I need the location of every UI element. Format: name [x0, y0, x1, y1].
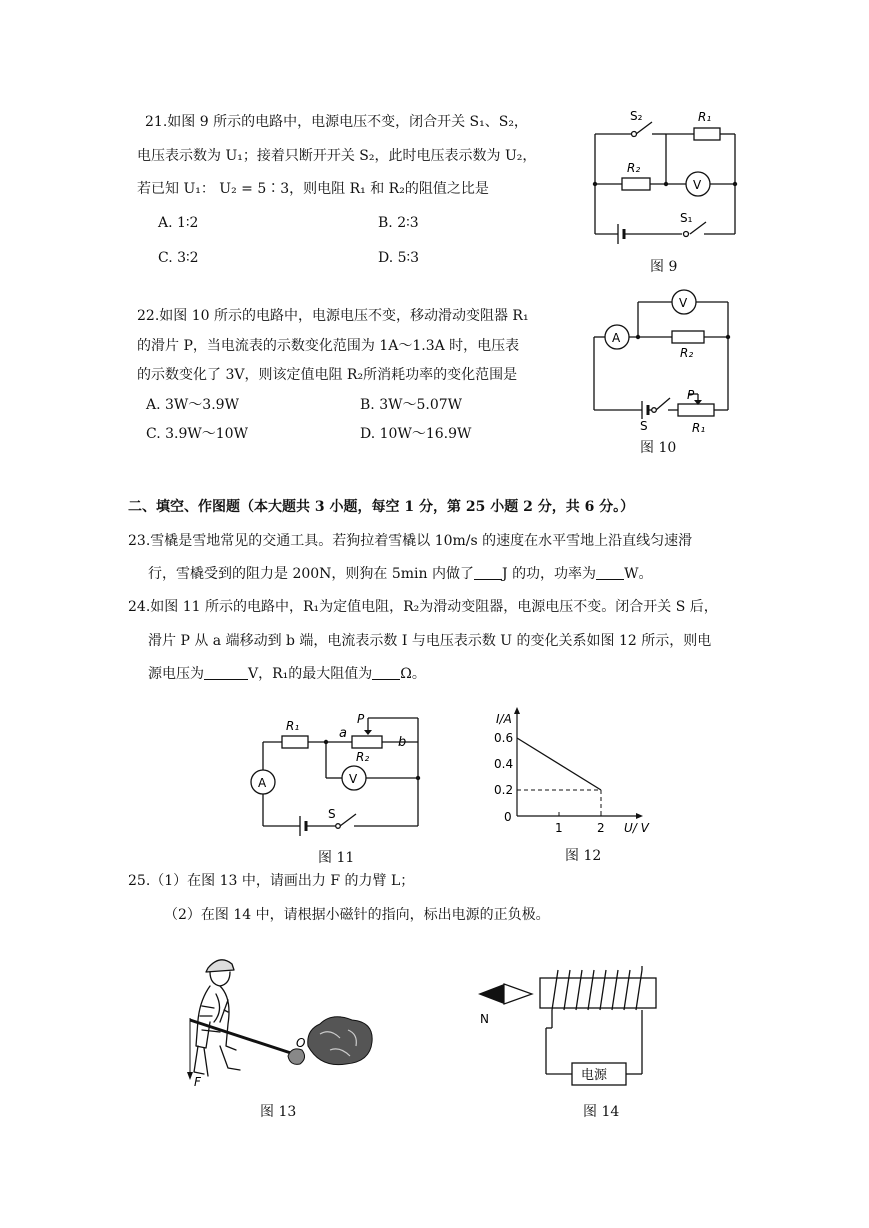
fig11-label-r1: R₁ [286, 719, 300, 733]
figure-9-caption: 图 9 [650, 259, 678, 275]
fig10-label-r1: R₁ [692, 421, 706, 432]
q21-line-2: 电压表示数为 U₁；接着只断开开关 S₂，此时电压表示数为 U₂， [137, 148, 537, 164]
fig13-rock [308, 1017, 372, 1065]
figure-13-caption: 图 13 [260, 1104, 297, 1120]
q23-line-2-start: 行，雪橇受到的阻力是 200N，则狗在 5min 内做了 [148, 566, 474, 582]
q24-blank-voltage[interactable] [204, 665, 248, 680]
fig12-origin-label: 0 [504, 810, 512, 824]
q21-line-1: 21.如图 9 所示的电路中，电源电压不变，闭合开关 S₁、S₂， [145, 114, 528, 130]
fig11-voltmeter-label: V [349, 772, 358, 786]
fig10-voltmeter-label: V [679, 296, 688, 310]
fig12-x-arrow [636, 813, 643, 819]
q22-line-3: 的示数变化了 3V，则该定值电阻 R₂所消耗功率的变化范围是 [137, 367, 518, 383]
q24-blank-resistance[interactable] [372, 665, 400, 680]
fig10-label-s: S [640, 419, 648, 432]
figure-10-caption: 图 10 [640, 440, 677, 456]
q21-option-c: C. 3∶2 [158, 250, 199, 266]
fig9-label-s1: S₁ [680, 211, 693, 225]
fig11-label-p: P [357, 712, 365, 726]
q25-line-1: 25.（1）在图 13 中，请画出力 F 的力臂 L； [128, 873, 415, 889]
q23-line-2-end: W。 [624, 566, 653, 582]
q21-option-a: A. 1∶2 [158, 215, 199, 231]
q23-blank-work[interactable] [474, 565, 502, 580]
fig12-xtick-label: 2 [597, 821, 605, 835]
q21-option-b: B. 2∶3 [378, 215, 419, 231]
fig10-ammeter-label: A [612, 331, 621, 345]
fig10-label-p: P [687, 388, 695, 402]
fig14-label-n: N [480, 1012, 489, 1026]
figure-11-circuit [240, 706, 440, 846]
q21-line-3: 若已知 U₁： U₂ = 5∶3，则电阻 R₁ 和 R₂的阻值之比是 [137, 181, 489, 197]
fig11-label-r2: R₂ [356, 750, 370, 764]
fig14-label-source: 电源 [581, 1068, 608, 1083]
q22-option-a: A. 3W～3.9W [146, 397, 239, 413]
q22-line-1: 22.如图 10 所示的电路中，电源电压不变，移动滑动变阻器 R₁ [137, 308, 529, 324]
q21-option-d: D. 5∶3 [378, 250, 420, 266]
fig11-label-b-end: b [398, 735, 407, 750]
q24-line-2: 滑片 P 从 a 端移动到 b 端，电流表示数 I 与电压表示数 U 的变化关系如图 12 所示，则电 [148, 633, 712, 649]
q22-option-d: D. 10W～16.9W [360, 426, 472, 442]
fig12-ytick-label: 0.6 [494, 731, 514, 745]
q22-option-b: B. 3W～5.07W [360, 397, 463, 413]
section-2-heading: 二、填空、作图题（本大题共 3 小题，每空 1 分，第 25 小题 2 分，共 6 分。） [128, 499, 635, 515]
fig13-label-o: O [296, 1036, 306, 1050]
fig12-x-axis-label: U/ V [624, 821, 649, 835]
q23-line-2 [148, 564, 652, 584]
q24-line-1: 24.如图 11 所示的电路中，R₁为定值电阻，R₂为滑动变阻器，电源电压不变。闭合开关 S 后， [128, 599, 718, 615]
figure-12-chart [490, 706, 670, 836]
figure-14-illustration [470, 966, 670, 1096]
fig11-label-s: S [328, 807, 336, 821]
fig11-label-a-end: a [339, 726, 347, 741]
fig13-crowbar [190, 1020, 300, 1056]
fig13-fulcrum-stone [288, 1049, 305, 1064]
fig10-label-r2: R₂ [680, 346, 694, 360]
fig13-label-f: F [194, 1075, 201, 1089]
figure-13-illustration [180, 950, 395, 1090]
figure-10-circuit [588, 282, 748, 432]
q22-option-c: C. 3.9W～10W [146, 426, 248, 442]
q23-line-2-mid: J 的功，功率为 [502, 566, 597, 582]
fig12-xtick-label: 1 [555, 821, 563, 835]
figure-9-circuit [580, 100, 750, 250]
fig9-label-r1: R₁ [698, 110, 712, 124]
fig14-needle-south [504, 984, 532, 1004]
q24-line-3-start: 源电压为 [148, 666, 204, 682]
fig9-voltmeter-label: V [693, 178, 702, 192]
fig14-coil [552, 970, 642, 1010]
q24-line-3 [148, 664, 426, 684]
q22-line-2: 的滑片 P，当电流表的示数变化范围为 1A～1.3A 时，电压表 [137, 338, 520, 354]
fig12-ytick-label: 0.2 [494, 783, 514, 797]
q23-blank-power[interactable] [596, 565, 624, 580]
fig12-y-axis-label: I/A [496, 712, 512, 726]
figure-14-caption: 图 14 [583, 1104, 620, 1120]
q24-line-3-mid: V，R₁的最大阻值为 [248, 666, 373, 682]
fig11-ammeter-label: A [258, 776, 267, 790]
figure-11-caption: 图 11 [318, 850, 355, 866]
figure-12-caption: 图 12 [565, 848, 602, 864]
fig14-needle-north [478, 984, 504, 1004]
q24-line-3-end: Ω。 [400, 666, 426, 682]
q23-line-1: 23.雪橇是雪地常见的交通工具。若狗拉着雪橇以 10m/s 的速度在水平雪地上沿直线匀速滑 [128, 533, 693, 549]
fig9-label-r2: R₂ [627, 161, 641, 175]
fig9-label-s2: S₂ [630, 109, 643, 123]
q25-line-2: （2）在图 14 中，请根据小磁针的指向，标出电源的正负极。 [164, 907, 550, 923]
fig12-series-line [517, 738, 601, 790]
fig12-y-arrow [514, 707, 520, 714]
fig12-ytick-label: 0.4 [494, 757, 514, 771]
